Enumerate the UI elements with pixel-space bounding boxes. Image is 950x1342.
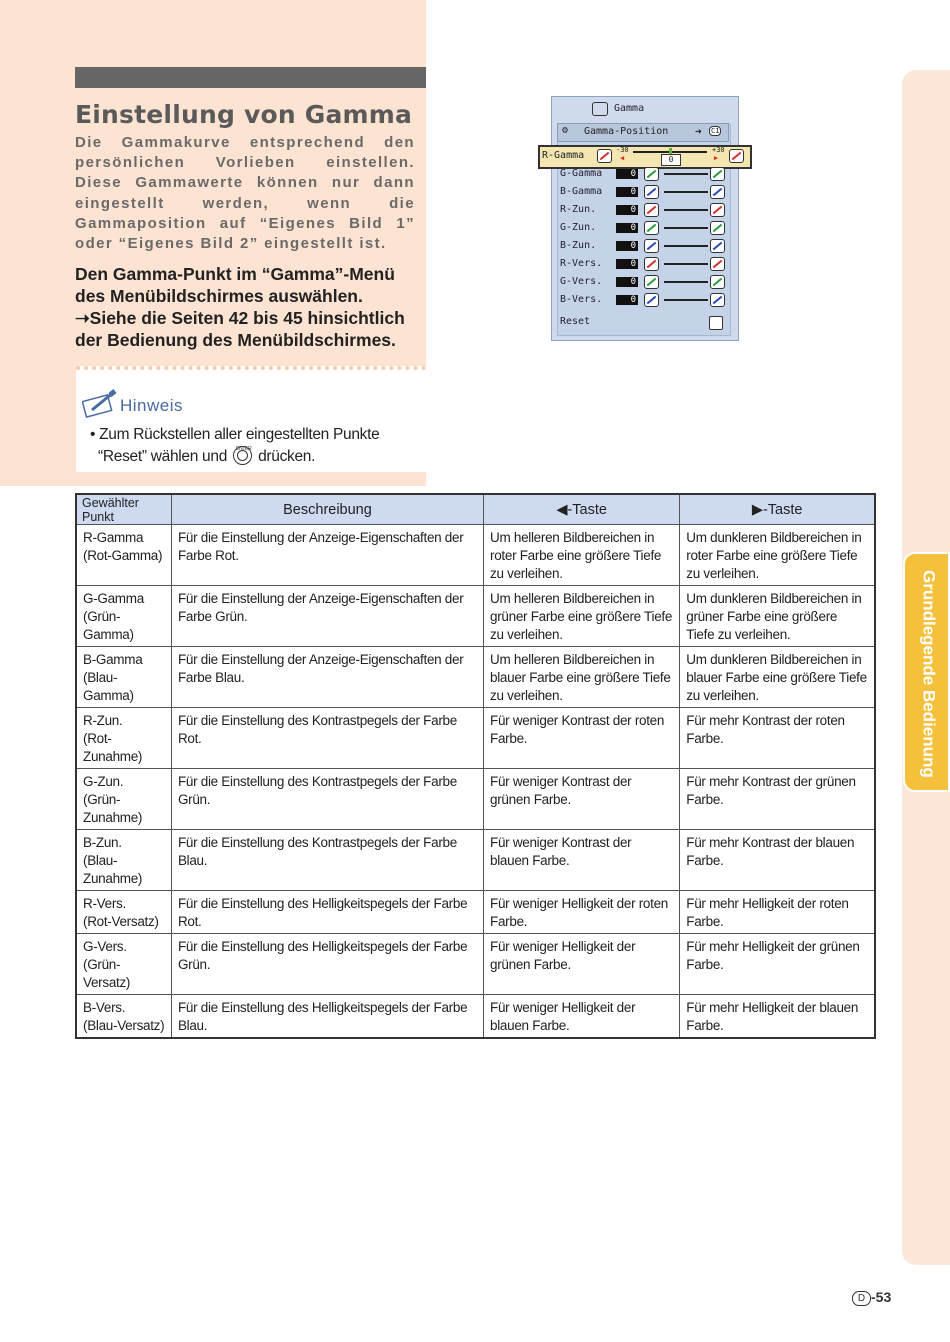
item-cell [76, 995, 171, 1039]
description-cell: Für die Einstellung des Helligkeitspegels der Farbe Rot. [171, 891, 483, 934]
description-cell: Für die Einstellung der Anzeige-Eigenschaften der Farbe Grün. [171, 586, 483, 647]
table-row [76, 586, 875, 647]
osd-slider-track [664, 299, 708, 301]
osd-slider-track [664, 227, 708, 229]
item-name: G-Vers. [83, 939, 127, 954]
item-name: R-Zun. [83, 713, 123, 728]
osd-slider-track [664, 191, 708, 193]
gamma-low-icon [644, 293, 659, 307]
left-key-cell: Um helleren Bildbereichen in grüner Farbe eine größere Tiefe zu verleihen. [484, 586, 680, 647]
osd-position-label: Gamma-Position [584, 126, 669, 137]
item-subname: (Grün-Versatz) [83, 957, 131, 990]
osd-selected-label: R-Gamma [542, 150, 585, 161]
osd-row-value: 0 [616, 259, 638, 269]
hinweis-box [76, 366, 426, 472]
item-subname: (Rot-Gamma) [83, 548, 163, 563]
pencil-note-icon [82, 388, 118, 418]
description-cell: Für die Einstellung des Kontrastpegels der Farbe Blau. [171, 830, 483, 891]
item-cell [76, 586, 171, 647]
left-key-cell: Für weniger Kontrast der grünen Farbe. [484, 769, 680, 830]
chapter-tab-label: Grundlegende Bedienung [919, 570, 939, 778]
osd-gamma-position[interactable] [557, 123, 729, 142]
osd-row-value: 0 [616, 277, 638, 287]
osd-row[interactable] [560, 184, 730, 200]
table-row [76, 708, 875, 769]
gamma-high-icon [710, 167, 725, 181]
description-cell: Für die Einstellung der Anzeige-Eigenschaften der Farbe Blau. [171, 647, 483, 708]
right-key-cell: Für mehr Helligkeit der roten Farbe. [680, 891, 875, 934]
table-row [76, 891, 875, 934]
hinweis-line1: • Zum Rückstellen aller eingestellten Punkte [90, 426, 380, 443]
osd-row[interactable] [560, 238, 730, 254]
gamma-high-icon [710, 203, 725, 217]
osd-min: -30 [616, 146, 629, 154]
page-number-text: -53 [871, 1289, 892, 1305]
item-cell [76, 647, 171, 708]
item-cell [76, 830, 171, 891]
item-cell [76, 934, 171, 995]
osd-row-label: B-Zun. [560, 240, 597, 251]
gamma-high-icon [710, 239, 725, 253]
left-key-cell: Für weniger Helligkeit der roten Farbe. [484, 891, 680, 934]
osd-slider-track [664, 173, 708, 175]
instruction [75, 263, 420, 351]
item-subname: (Grün-Gamma) [83, 609, 134, 642]
header-right-key: ▶-Taste [680, 494, 875, 525]
osd-row-label: R-Vers. [560, 258, 603, 269]
description-cell: Für die Einstellung des Kontrastpegels der Farbe Grün. [171, 769, 483, 830]
instruction-line1: Den Gamma-Punkt im “Gamma”-Menü des Menübildschirmes auswählen. [75, 264, 395, 306]
right-key-cell: Um dunkleren Bildbereichen in blauer Farbe eine größere Tiefe zu verleihen. [680, 647, 875, 708]
item-subname: (Blau-Versatz) [83, 1018, 165, 1033]
gamma-icon [592, 102, 608, 116]
item-subname: (Rot-Zunahme) [83, 731, 143, 764]
osd-row-label: B-Gamma [560, 186, 603, 197]
osd-row-value: 0 [616, 205, 638, 215]
gamma-high-icon [710, 257, 725, 271]
gamma-low-icon [644, 275, 659, 289]
table-row [76, 995, 875, 1039]
arrow-left-icon: ◀ [620, 154, 625, 162]
instruction-line2: ➝Siehe die Seiten 42 bis 45 hinsichtlich der Bedienung des Menübildschirmes. [75, 308, 405, 350]
description-cell: Für die Einstellung des Helligkeitspegels der Farbe Blau. [171, 995, 483, 1039]
item-subname: (Rot-Versatz) [83, 914, 159, 929]
osd-row[interactable] [560, 202, 730, 218]
left-key-cell: Für weniger Kontrast der blauen Farbe. [484, 830, 680, 891]
osd-row[interactable] [560, 166, 730, 182]
page-prefix: D [852, 1291, 871, 1306]
header-item: Gewählter Punkt [76, 494, 171, 525]
table-row [76, 525, 875, 586]
item-cell [76, 769, 171, 830]
osd-title [614, 103, 644, 114]
osd-row[interactable] [560, 256, 730, 272]
osd-row[interactable] [560, 220, 730, 236]
enter-label: ENTER [236, 446, 252, 452]
gamma-low-icon [597, 149, 612, 163]
osd-row-value: 0 [616, 241, 638, 251]
description-cell: Für die Einstellung des Kontrastpegels der Farbe Rot. [171, 708, 483, 769]
item-subname: (Blau-Zunahme) [83, 853, 143, 886]
left-key-cell: Um helleren Bildbereichen in blauer Farbe eine größere Tiefe zu verleihen. [484, 647, 680, 708]
gamma-high-icon [710, 221, 725, 235]
settings-icon: ⚙ [562, 125, 569, 136]
gamma-low-icon [644, 167, 659, 181]
item-name: G-Gamma [83, 591, 144, 606]
osd-reset[interactable]: Reset [560, 316, 591, 327]
right-key-cell: Um dunkleren Bildbereichen in grüner Farbe eine größere Tiefe zu verleihen. [680, 586, 875, 647]
osd-row-label: G-Vers. [560, 276, 603, 287]
item-subname: (Blau-Gamma) [83, 670, 134, 703]
item-name: B-Zun. [83, 835, 122, 850]
item-name: G-Zun. [83, 774, 124, 789]
page-title: Einstellung von Gamma [75, 100, 413, 129]
item-name: R-Vers. [83, 896, 126, 911]
osd-selected-value: 0 [661, 154, 681, 166]
osd-title-text: Gamma [614, 103, 645, 114]
osd-position-value: C1 [711, 127, 720, 135]
left-key-cell: Für weniger Helligkeit der blauen Farbe. [484, 995, 680, 1039]
arrow-right-icon: ➜ [695, 125, 702, 138]
gamma-table [75, 493, 876, 1039]
item-subname: (Grün-Zunahme) [83, 792, 143, 825]
right-key-cell: Für mehr Kontrast der roten Farbe. [680, 708, 875, 769]
gamma-low-icon [644, 221, 659, 235]
description-cell: Für die Einstellung des Helligkeitspegels der Farbe Grün. [171, 934, 483, 995]
right-key-cell: Für mehr Kontrast der blauen Farbe. [680, 830, 875, 891]
item-cell [76, 525, 171, 586]
reset-icon [709, 316, 723, 330]
item-cell [76, 708, 171, 769]
osd-slider-track [664, 263, 708, 265]
right-key-cell: Für mehr Helligkeit der blauen Farbe. [680, 995, 875, 1039]
gamma-low-icon [644, 239, 659, 253]
osd-row-value: 0 [616, 169, 638, 179]
enter-button-icon [233, 446, 252, 465]
item-cell [76, 891, 171, 934]
right-key-cell: Für mehr Helligkeit der grünen Farbe. [680, 934, 875, 995]
header-left-key: ◀-Taste [484, 494, 680, 525]
gamma-high-icon [710, 293, 725, 307]
item-name: B-Gamma [83, 652, 143, 667]
gamma-low-icon [644, 185, 659, 199]
osd-row-label: G-Gamma [560, 168, 603, 179]
osd-slider-track [664, 281, 708, 283]
gamma-low-icon [644, 257, 659, 271]
left-key-cell: Um helleren Bildbereichen in roter Farbe eine größere Tiefe zu verleihen. [484, 525, 680, 586]
gamma-high-icon [710, 275, 725, 289]
left-key-cell: Für weniger Kontrast der roten Farbe. [484, 708, 680, 769]
table-row [76, 647, 875, 708]
gamma-high-icon [710, 185, 725, 199]
osd-row-label: B-Vers. [560, 294, 603, 305]
osd-row-label: R-Zun. [560, 204, 597, 215]
header-bar [75, 67, 426, 88]
osd-slider-track [664, 209, 708, 211]
left-key-cell: Für weniger Helligkeit der grünen Farbe. [484, 934, 680, 995]
right-key-cell: Für mehr Kontrast der grünen Farbe. [680, 769, 875, 830]
hinweis-text [90, 424, 379, 468]
description-cell: Für die Einstellung der Anzeige-Eigenschaften der Farbe Rot. [171, 525, 483, 586]
arrow-right-small-icon: ▶ [714, 154, 719, 162]
page-number [852, 1289, 891, 1306]
gamma-high-icon [729, 149, 744, 163]
header-description: Beschreibung [171, 494, 483, 525]
intro-text: Die Gammakurve entsprechend den persönlichen Vorlieben einstellen. Diese Gammawerte können nur dann eingestellt werden, wenn die Gammaposition auf “Eigenes Bild 1” oder “Eigenes Bild 2” eingestellt ist. [75, 134, 415, 253]
osd-row-value: 0 [616, 223, 638, 233]
osd-max: +30 [712, 146, 725, 154]
item-name: R-Gamma [83, 530, 144, 545]
osd-slider-track [664, 245, 708, 247]
hinweis-line3: drücken. [258, 448, 316, 465]
hinweis-line2: “Reset” wählen und [98, 448, 228, 465]
table-row [76, 934, 875, 995]
osd-row[interactable] [560, 292, 730, 308]
table-row [76, 830, 875, 891]
osd-row[interactable] [560, 274, 730, 290]
osd-row-value: 0 [616, 295, 638, 305]
table-row [76, 769, 875, 830]
hinweis-title: Hinweis [120, 396, 184, 415]
gamma-low-icon [644, 203, 659, 217]
item-name: B-Vers. [83, 1000, 126, 1015]
right-key-cell: Um dunkleren Bildbereichen in roter Farbe eine größere Tiefe zu verleihen. [680, 525, 875, 586]
chapter-tab[interactable] [903, 552, 950, 792]
osd-row-value: 0 [616, 187, 638, 197]
osd-row-label: G-Zun. [560, 222, 597, 233]
